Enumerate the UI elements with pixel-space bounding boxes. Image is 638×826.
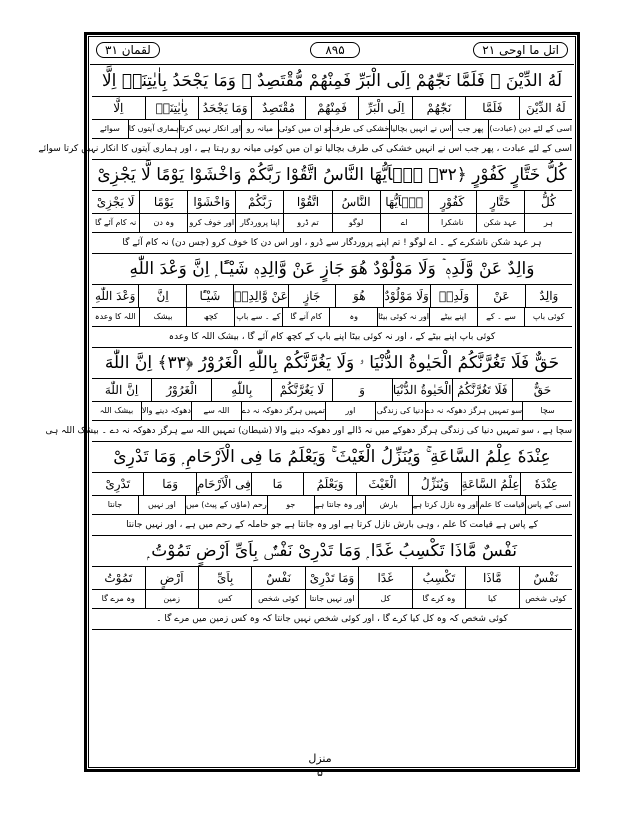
arabic-word-cell: وَالِدٌ — [525, 285, 572, 307]
arabic-verse-line: وَالِدٌ عَنْ وَّلَدِهٖ ۡ وَلَا مَوْلُوْدٌ هُوَ جَازٍ عَنْ وَّالِدِهٖ شَیْـًٔا ۭ اِنَّ وَعْدَ اللّٰهِ — [92, 254, 572, 285]
urdu-gloss-cell: نہ کام آئے گا — [95, 218, 137, 227]
urdu-translation-line: کوئی باپ اپنے بیٹے کے ، اور نہ کوئی بیٹا اپنے باپ کے کچھ کام آئے گا ، بیشک اللہ کا وعدہ — [92, 327, 572, 348]
arabic-word-cell: وَیَعْلَمُ — [303, 473, 355, 495]
arabic-word-cell: كَفُوْرٍ — [428, 191, 476, 213]
arabic-word-cell: خَتَّارٍ — [476, 191, 524, 213]
urdu-gloss-cell: وہ — [329, 308, 377, 326]
arabic-word-cell: وَلَدِهٖ — [430, 285, 477, 307]
urdu-gloss-cell: کام آنے گا — [282, 308, 330, 326]
urdu-gloss-cell: اس نے انہیں بچالیا — [389, 120, 451, 138]
urdu-gloss-cell: سچا — [522, 402, 572, 420]
urdu-translation-line: اسی کے لئے عبادت ، پھر جب اس نے انہیں خشکی کی طرف بچالیا تو ان میں کوئی میانہ رو رہتا ہے ، اور ہماری آیتوں کا انکار نہیں کرتا سوائے — [92, 139, 572, 160]
arabic-word-cell: عَنْ وَّالِدِهٖ — [233, 285, 288, 307]
urdu-gloss-cell: میانہ رو — [241, 120, 278, 138]
urdu-gloss-cell: اور نہیں — [138, 496, 185, 514]
arabic-word-cell: تَكْسِبُ — [412, 567, 465, 589]
arabic-word-cell: اَرْضٍ — [145, 567, 198, 589]
surah-label: لقمان ۳۱ — [96, 42, 160, 58]
arabic-word-cell: كُلُّ — [524, 191, 572, 213]
urdu-gloss-cell: سو تمہیں ہرگز دھوکہ نہ دے — [425, 402, 523, 420]
urdu-gloss-cell: سے ۔ کے — [477, 308, 525, 326]
gloss-row — [92, 496, 572, 515]
urdu-gloss-cell: رحم (ماؤں کے پیٹ) میں — [185, 496, 267, 514]
word-row — [92, 473, 572, 496]
urdu-gloss-cell: اور نہ کوئی بیٹا — [377, 308, 429, 326]
gloss-row — [92, 214, 572, 233]
arabic-word-cell: وَیُنَزِّلُ — [408, 473, 460, 495]
urdu-gloss-cell: کوئی باپ — [524, 308, 572, 326]
urdu-gloss-cell: اللہ کا وعدہ — [94, 312, 136, 321]
urdu-gloss-cell: کوئی شخص — [251, 590, 304, 608]
gloss-row — [92, 120, 572, 139]
arabic-verse-line: عِنْدَهٗ عِلْمُ السَّاعَةِ ۚ وَیُنَزِّلُ الْغَیْثَ ۚ وَیَعْلَمُ مَا فِی الْاَرْحَامِ ۭ وَمَا تَدْرِیْ — [92, 442, 572, 473]
word-row — [92, 191, 572, 214]
urdu-gloss-cell: تم ڈرو — [283, 214, 331, 232]
arabic-word-cell: اتَّقُوْا — [283, 191, 331, 213]
urdu-gloss-cell: کچھ — [186, 308, 234, 326]
arabic-word-cell: عَنْ — [477, 285, 524, 307]
arabic-word-cell: نَفْسٌ — [519, 567, 572, 589]
urdu-gloss-cell: اور خوف کرو — [187, 214, 235, 232]
urdu-gloss-cell: پھر جب — [452, 120, 489, 138]
urdu-gloss-cell: وہ مرے گا — [101, 594, 135, 603]
urdu-gloss-cell: اور وہ نازل کرتا ہے — [412, 496, 478, 514]
urdu-gloss-cell: اسی کے پاس — [525, 496, 572, 514]
urdu-gloss-cell: ہر — [524, 214, 572, 232]
verse-block — [92, 442, 572, 536]
urdu-gloss-cell: کوئی شخص — [519, 590, 572, 608]
arabic-verse-line: نَفْسٌ مَّاذَا تَكْسِبُ غَدًا ۭ وَمَا تَدْرِیْ نَفْسٌۢ بِاَیِّ اَرْضٍ تَمُوْتُ ۭ — [92, 536, 572, 567]
urdu-gloss-cell: جو — [267, 496, 314, 514]
arabic-word-cell: النَّاسُ — [332, 191, 380, 213]
urdu-gloss-cell: لوگو — [332, 214, 380, 232]
arabic-word-cell: بِاَیِّ — [198, 567, 251, 589]
urdu-gloss-cell: بیشک — [139, 308, 187, 326]
arabic-word-cell: اِلَى الْبَرِّ — [358, 97, 411, 119]
arabic-word-cell: فَلَمَّا — [465, 97, 518, 119]
arabic-word-cell: بِاٰیٰتِنَاۤ — [145, 97, 198, 119]
verse-blocks — [38, 66, 572, 752]
urdu-gloss-cell: اللہ سے — [191, 402, 241, 420]
arabic-word-cell: وَلَا مَوْلُوْدٌ — [383, 285, 430, 307]
urdu-gloss-cell: تمہیں ہرگز دھوکہ نہ دے — [241, 402, 325, 420]
urdu-gloss-cell: اپنا پروردگار — [235, 214, 283, 232]
arabic-word-cell: فَلَا تَغُرَّنَّكُمُ — [452, 379, 512, 401]
arabic-word-cell: بِاللّٰهِ — [211, 379, 271, 401]
urdu-gloss-cell: اور نہیں جانتا — [305, 590, 358, 608]
arabic-word-cell: وَ — [332, 379, 392, 401]
urdu-gloss-cell: بیشک اللہ — [99, 406, 134, 415]
urdu-gloss-cell: جانتا — [107, 500, 123, 509]
arabic-word-cell: الْحَیٰوةُ الدُّنْیَا — [392, 379, 452, 401]
urdu-gloss-cell: عہد شکن — [476, 214, 524, 232]
urdu-gloss-cell: اسی کے لئے دین (عبادت) — [488, 120, 572, 138]
arabic-word-cell: وَمَا — [143, 473, 195, 495]
urdu-gloss-cell: خشکی کی طرف — [330, 120, 389, 138]
manzil-number: ۵ — [317, 766, 323, 779]
urdu-gloss-cell: دنیا کی زندگی — [375, 402, 425, 420]
gloss-row — [92, 308, 572, 327]
arabic-word-cell: مَا — [251, 473, 303, 495]
verse-block — [92, 160, 572, 254]
urdu-gloss-cell: اپنے بیٹے — [429, 308, 477, 326]
arabic-word-cell: شَیْـًٔا — [186, 285, 233, 307]
urdu-gloss-cell: تو ان میں کوئی — [278, 120, 331, 138]
arabic-word-cell: الْغَرُوْرُ — [151, 379, 211, 401]
urdu-translation-line: سچا ہے ، سو تمہیں دنیا کی زندگی ہرگز دھوکے میں نہ ڈالے اور دھوکہ دینے والا (شیطان) تمہیں اللہ سے ہرگز دھوکہ نہ دے ۔ بیشک اللہ ہی — [92, 421, 572, 442]
urdu-gloss-cell: دھوکہ دینے والا — [141, 402, 191, 420]
arabic-word-cell: لَهُ الدِّیْنَ — [519, 97, 572, 119]
arabic-word-cell: یٰۤاَیُّهَا — [380, 191, 428, 213]
arabic-word-cell: وَمَا یَجْحَدُ — [198, 97, 251, 119]
arabic-word-cell: فَمِنْهُمْ — [305, 97, 358, 119]
verse-block — [92, 536, 572, 630]
verse-block — [45, 348, 572, 442]
arabic-word-cell: مُقْتَصِدٌ — [251, 97, 304, 119]
arabic-word-cell: مَّاذَا — [465, 567, 518, 589]
gloss-row — [92, 590, 572, 609]
arabic-word-cell: نَفْسٌ — [251, 567, 304, 589]
arabic-word-cell: وَعْدَ اللّٰهِ — [94, 289, 136, 303]
urdu-gloss-cell: وہ دن — [139, 214, 187, 232]
arabic-word-cell: هُوَ — [335, 285, 382, 307]
page-number: ۸۹۵ — [310, 42, 360, 58]
word-row — [92, 567, 572, 590]
urdu-gloss-cell: کل — [358, 590, 411, 608]
arabic-word-cell: وَاخْشَوْا — [187, 191, 235, 213]
urdu-gloss-cell: اور — [325, 402, 375, 420]
arabic-word-cell: جَازٍ — [288, 285, 335, 307]
arabic-verse-line: كُلُّ خَتَّارٍ كَفُوْرٍ ﴿۳۲﴾ یٰۤاَیُّهَا النَّاسُ اتَّقُوْا رَبَّكُمْ وَاخْشَوْا یَوْمًا لَّا یَجْزِیْ — [92, 160, 572, 191]
word-row — [92, 285, 572, 308]
urdu-gloss-cell: سوائے — [99, 124, 120, 133]
arabic-word-cell: حَقٌّ — [512, 379, 572, 401]
arabic-word-cell: اِنَّ اللّٰهَ — [104, 383, 139, 397]
urdu-gloss-cell: اور انکار نہیں کرتا — [179, 120, 241, 138]
arabic-verse-line: لَهُ الدِّیْنَ ۚ فَلَمَّا نَجّٰهُمْ اِلَى الْبَرِّ فَمِنْهُمْ مُّقْتَصِدٌ ۭ وَمَا یَجْحَدُ بِاٰیٰتِنَاۤ اِلَّا — [92, 66, 572, 97]
arabic-word-cell: اِلَّا — [113, 101, 124, 115]
arabic-verse-line: حَقٌّ فَلَا تَغُرَّنَّكُمُ الْحَیٰوةُ الدُّنْیَا ۥ وَلَا یَغُرَّنَّكُمْ بِاللّٰهِ الْغَرُوْرُ ﴿۳۳﴾ اِنَّ اللّٰهَ — [92, 348, 572, 379]
arabic-word-cell: عِنْدَهٗ — [520, 473, 572, 495]
urdu-gloss-cell: قیامت کا علم — [478, 496, 525, 514]
verse-block — [38, 66, 572, 160]
arabic-word-cell: عِلْمُ السَّاعَةِ — [461, 473, 520, 495]
urdu-gloss-cell: ناشکرا — [428, 214, 476, 232]
manzil-footer — [280, 752, 360, 780]
para-label: اتل ما اوحی ۲۱ — [473, 42, 568, 58]
arabic-word-cell: رَبَّكُمْ — [235, 191, 283, 213]
urdu-gloss-cell: زمین — [145, 590, 198, 608]
word-row — [92, 379, 572, 402]
arabic-word-cell: الْغَیْثَ — [356, 473, 408, 495]
page-header — [90, 40, 574, 65]
urdu-translation-line: کے پاس ہے قیامت کا علم ، وہی بارش نازل کرتا ہے اور وہ جانتا ہے جو حاملہ کے رحم میں ہے ، اور نہیں جانتا — [92, 515, 572, 536]
word-row — [92, 97, 572, 120]
arabic-word-cell: فِی الْاَرْحَامِ — [196, 473, 251, 495]
urdu-gloss-cell: کے ۔ سے باپ — [234, 308, 282, 326]
arabic-word-cell: نَجّٰهُمْ — [412, 97, 465, 119]
arabic-word-cell: یَوْمًا — [139, 191, 187, 213]
arabic-word-cell: تَدْرِیْ — [105, 477, 131, 491]
urdu-gloss-cell: ہماری آیتوں کا — [128, 120, 179, 138]
urdu-translation-line: کوئی شخص کہ وہ کل کیا کرے گا ، اور کوئی شخص نہیں جانتا کہ وہ کس زمین میں مرے گا ۔ — [92, 609, 572, 630]
urdu-gloss-cell: اور وہ جانتا ہے — [314, 496, 365, 514]
urdu-translation-line: ہر عہد شکن ناشکرے کے ۔ اے لوگو ! تم اپنے پروردگار سے ڈرو ، اور اس دن کا خوف کرو (جس دن) نہ کام آئے گا — [92, 233, 572, 254]
gloss-row — [92, 402, 572, 421]
arabic-word-cell: غَدًا — [358, 567, 411, 589]
arabic-word-cell: لَا یَغُرَّنَّكُمْ — [271, 379, 331, 401]
arabic-word-cell: لَا یَجْزِیْ — [96, 195, 135, 209]
urdu-gloss-cell: اے — [380, 214, 428, 232]
urdu-gloss-cell: کس — [198, 590, 251, 608]
urdu-gloss-cell: کیا — [465, 590, 518, 608]
urdu-gloss-cell: وہ کرے گا — [412, 590, 465, 608]
arabic-word-cell: وَمَا تَدْرِیْ — [305, 567, 358, 589]
manzil-label: منزل — [308, 752, 332, 765]
urdu-gloss-cell: بارش — [365, 496, 412, 514]
verse-block — [92, 254, 572, 348]
arabic-word-cell: اِنَّ — [138, 285, 185, 307]
arabic-word-cell: تَمُوْتُ — [104, 571, 133, 585]
